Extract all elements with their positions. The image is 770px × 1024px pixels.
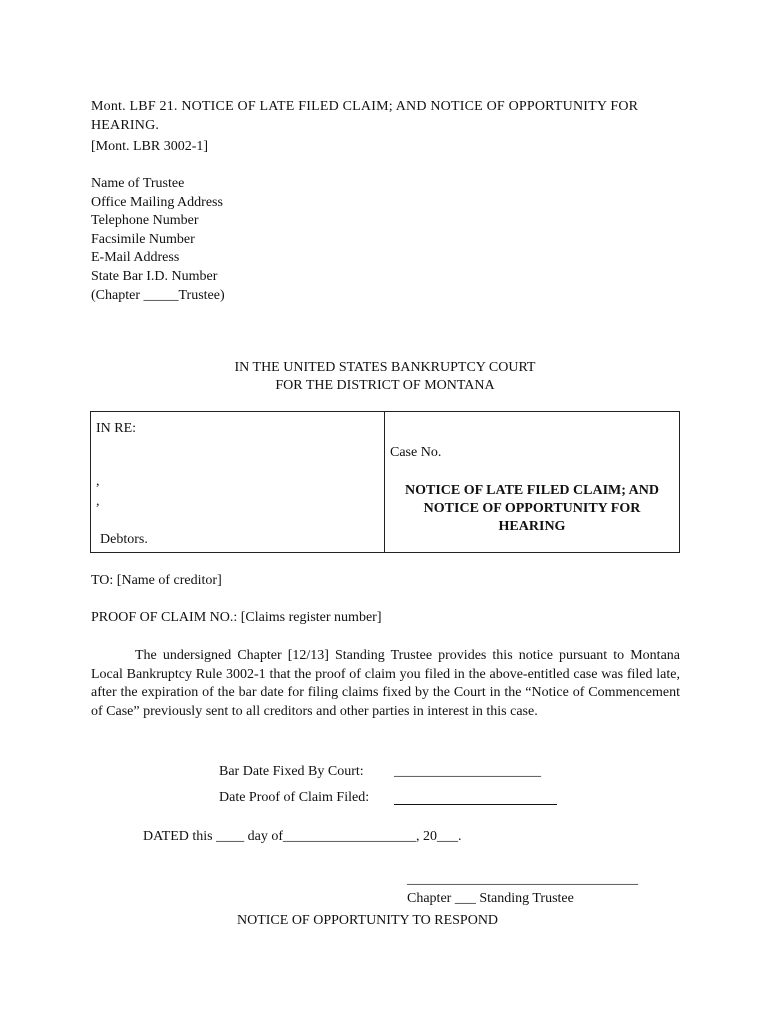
court-district: FOR THE DISTRICT OF MONTANA	[275, 378, 495, 393]
trustee-chapter: (Chapter _____Trustee)	[91, 287, 225, 303]
trustee-name: Name of Trustee	[91, 176, 185, 191]
trustee-email: E-Mail Address	[91, 250, 180, 266]
trustee-fax: Facsimile Number	[91, 231, 195, 247]
bar-date-value: _____________________	[394, 764, 541, 779]
notice-title: NOTICE OF LATE FILED CLAIM; AND NOTICE OF OPPORTUNITY FOR HEARING	[405, 483, 659, 534]
case-number-label: Case No.	[390, 445, 442, 460]
notice-paragraph: The undersigned Chapter [12/13] Standing Trustee provides this notice pursuant to Montana Local Bankruptcy Rule 3002-1 that the proof of claim you filed in the above-entitled case was filed late, after the expiration of the bar date for filing claims fixed by the Court in the “Notice of Commencement of Case” previously sent to all creditors and other parties in interest in this case.	[91, 648, 680, 719]
debtor-comma-2: ,	[96, 494, 100, 509]
signature-line: _________________________________	[407, 872, 638, 887]
court-name: IN THE UNITED STATES BANKRUPTCY COURT	[234, 360, 536, 375]
signature-label: Chapter ___ Standing Trustee	[407, 891, 574, 906]
debtors-label: Debtors.	[100, 532, 148, 547]
rule-reference: [Mont. LBR 3002-1]	[91, 139, 209, 154]
trustee-address: Office Mailing Address	[91, 194, 223, 210]
trustee-phone: Telephone Number	[91, 213, 199, 229]
debtor-comma-1: ,	[96, 474, 100, 489]
case-caption-box	[90, 411, 680, 553]
claim-filed-label: Date Proof of Claim Filed:	[219, 790, 370, 805]
caption-divider	[384, 412, 385, 552]
dated-line: DATED this ____ day of___________________, 20___.	[143, 829, 462, 844]
form-title: Mont. LBF 21. NOTICE OF LATE FILED CLAIM; AND NOTICE OF OPPORTUNITY FOR HEARING.	[91, 99, 639, 133]
bar-date-label: Bar Date Fixed By Court:	[219, 764, 364, 779]
in-re-label: IN RE:	[96, 421, 137, 436]
proof-of-claim-number: PROOF OF CLAIM NO.: [Claims register number]	[91, 610, 382, 625]
trustee-bar-id: State Bar I.D. Number	[91, 269, 218, 284]
opportunity-heading: NOTICE OF OPPORTUNITY TO RESPOND	[237, 913, 499, 928]
claim-filed-line	[394, 790, 557, 805]
to-creditor: TO: [Name of creditor]	[91, 573, 222, 588]
